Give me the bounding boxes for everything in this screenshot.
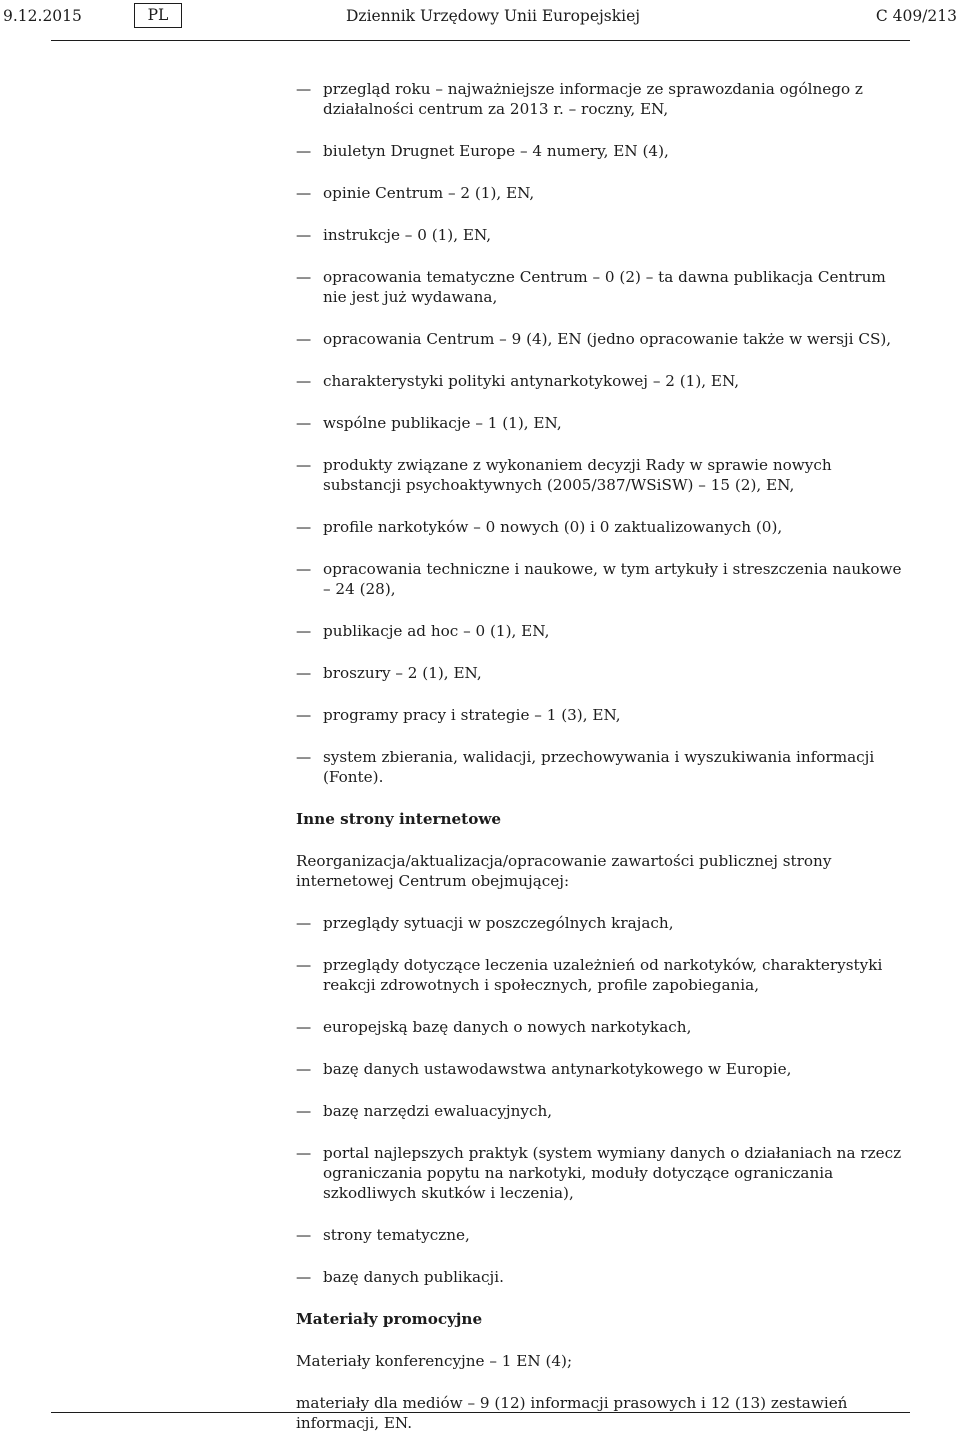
list-item bbox=[296, 141, 910, 161]
list-item-text: instrukcje – 0 (1), EN, bbox=[323, 226, 492, 244]
list-item-text: opracowania tematyczne Centrum – 0 (2) – ta dawna publikacja Centrum nie jest już wydawana, bbox=[323, 268, 886, 306]
dash-marker: — bbox=[296, 330, 312, 348]
list-item bbox=[296, 79, 910, 119]
dash-marker: — bbox=[296, 956, 312, 974]
list-item-text: publikacje ad hoc – 0 (1), EN, bbox=[323, 622, 550, 640]
list-item-text: bazę danych publikacji. bbox=[323, 1268, 504, 1286]
dash-marker: — bbox=[296, 1144, 312, 1162]
media-materials: materiały dla mediów – 9 (12) informacji prasowych i 12 (13) zestawień informacji, EN. bbox=[296, 1394, 848, 1432]
dash-marker: — bbox=[296, 560, 312, 578]
bottom-rule bbox=[51, 1412, 910, 1413]
list-item-text: przeglądy sytuacji w poszczególnych krajach, bbox=[323, 914, 674, 932]
list-item-text: wspólne publikacje – 1 (1), EN, bbox=[323, 414, 562, 432]
list-item bbox=[296, 913, 910, 933]
dash-marker: — bbox=[296, 1102, 312, 1120]
list-item-text: biuletyn Drugnet Europe – 4 numery, EN (4), bbox=[323, 142, 669, 160]
list-item bbox=[296, 1017, 910, 1037]
list-item-text: opinie Centrum – 2 (1), EN, bbox=[323, 184, 535, 202]
dash-marker: — bbox=[296, 1018, 312, 1036]
list-item bbox=[296, 1225, 910, 1245]
dash-marker: — bbox=[296, 518, 312, 536]
list-item bbox=[296, 1101, 910, 1121]
dash-marker: — bbox=[296, 748, 312, 766]
list-item bbox=[296, 413, 910, 433]
dash-marker: — bbox=[296, 372, 312, 390]
section-heading-websites: Inne strony internetowe bbox=[296, 810, 502, 828]
list-item-text: programy pracy i strategie – 1 (3), EN, bbox=[323, 706, 621, 724]
websites-list bbox=[296, 913, 910, 1287]
list-item bbox=[296, 225, 910, 245]
page-header bbox=[0, 0, 960, 36]
list-item-text: opracowania Centrum – 9 (4), EN (jedno opracowanie także w wersji CS), bbox=[323, 330, 892, 348]
list-item-text: europejską bazę danych o nowych narkotykach, bbox=[323, 1018, 692, 1036]
list-item-text: przegląd roku – najważniejsze informacje ze sprawozdania ogólnego z działalności centrum za 2013 r. – roczny, EN, bbox=[323, 80, 863, 118]
list-item bbox=[296, 621, 910, 641]
publications-list bbox=[296, 79, 910, 787]
dash-marker: — bbox=[296, 1226, 312, 1244]
language-box: PL bbox=[134, 3, 182, 28]
top-rule bbox=[51, 40, 910, 41]
dash-marker: — bbox=[296, 80, 312, 98]
list-item-text: produkty związane z wykonaniem decyzji Rady w sprawie nowych substancji psychoaktywnych (2005/387/WSiSW) – 15 (2), EN, bbox=[323, 456, 832, 494]
conference-materials: Materiały konferencyjne – 1 EN (4); bbox=[296, 1352, 573, 1370]
list-item-text: bazę narzędzi ewaluacyjnych, bbox=[323, 1102, 553, 1120]
list-item bbox=[296, 1267, 910, 1287]
list-item bbox=[296, 517, 910, 537]
list-item-text: profile narkotyków – 0 nowych (0) i 0 zaktualizowanych (0), bbox=[323, 518, 783, 536]
dash-marker: — bbox=[296, 414, 312, 432]
dash-marker: — bbox=[296, 142, 312, 160]
dash-marker: — bbox=[296, 456, 312, 474]
page-reference: C 409/213 bbox=[875, 7, 957, 25]
list-item bbox=[296, 267, 910, 307]
list-item bbox=[296, 663, 910, 683]
list-item-text: portal najlepszych praktyk (system wymiany danych o działaniach na rzecz ograniczania popytu na narkotyki, moduły dotyczące ograniczania szkodliwych skutków i leczenia), bbox=[323, 1144, 902, 1202]
section-intro: Reorganizacja/aktualizacja/opracowanie zawartości publicznej strony internetowej Centrum obejmującej: bbox=[296, 852, 832, 890]
list-item bbox=[296, 705, 910, 725]
list-item bbox=[296, 559, 910, 599]
dash-marker: — bbox=[296, 706, 312, 724]
dash-marker: — bbox=[296, 1268, 312, 1286]
list-item-text: system zbierania, walidacji, przechowywania i wyszukiwania informacji (Fonte). bbox=[323, 748, 875, 786]
list-item bbox=[296, 955, 910, 995]
dash-marker: — bbox=[296, 622, 312, 640]
list-item bbox=[296, 747, 910, 787]
list-item bbox=[296, 1143, 910, 1203]
list-item-text: przeglądy dotyczące leczenia uzależnień od narkotyków, charakterystyki reakcji zdrowotnych i społecznych, profile zapobiegania, bbox=[323, 956, 883, 994]
publication-date: 9.12.2015 bbox=[3, 7, 82, 25]
list-item-text: bazę danych ustawodawstwa antynarkotykowego w Europie, bbox=[323, 1060, 792, 1078]
journal-title: Dziennik Urzędowy Unii Europejskiej bbox=[346, 7, 641, 25]
document-body bbox=[296, 79, 910, 1455]
dash-marker: — bbox=[296, 184, 312, 202]
list-item-text: charakterystyki polityki antynarkotykowej – 2 (1), EN, bbox=[323, 372, 740, 390]
list-item bbox=[296, 329, 910, 349]
dash-marker: — bbox=[296, 268, 312, 286]
list-item bbox=[296, 371, 910, 391]
list-item bbox=[296, 455, 910, 495]
dash-marker: — bbox=[296, 226, 312, 244]
list-item bbox=[296, 1059, 910, 1079]
list-item-text: opracowania techniczne i naukowe, w tym artykuły i streszczenia naukowe – 24 (28), bbox=[323, 560, 902, 598]
list-item-text: strony tematyczne, bbox=[323, 1226, 470, 1244]
section-heading-promotional: Materiały promocyjne bbox=[296, 1310, 483, 1328]
list-item bbox=[296, 183, 910, 203]
dash-marker: — bbox=[296, 914, 312, 932]
dash-marker: — bbox=[296, 1060, 312, 1078]
dash-marker: — bbox=[296, 664, 312, 682]
list-item-text: broszury – 2 (1), EN, bbox=[323, 664, 482, 682]
